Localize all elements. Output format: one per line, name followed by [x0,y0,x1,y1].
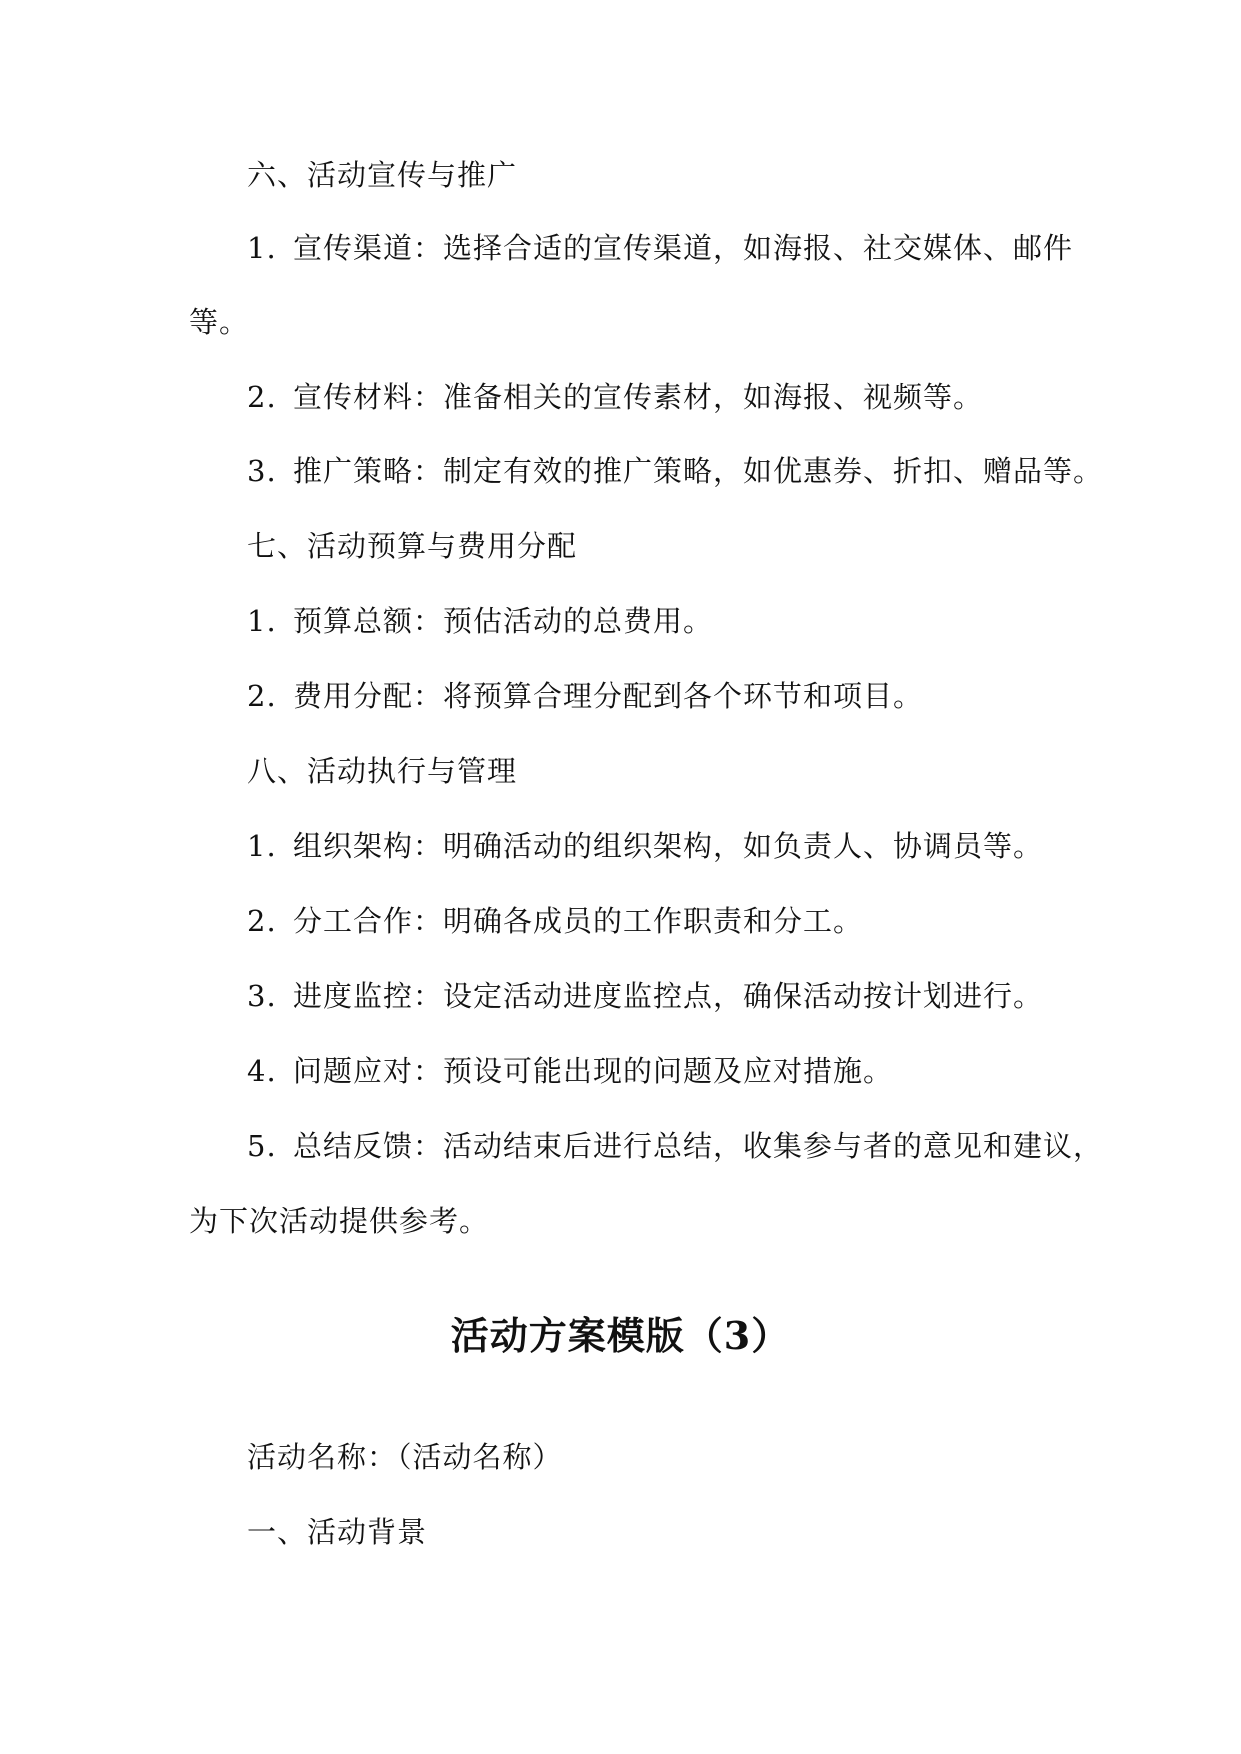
activity-name-line: 活动名称：（活动名称） [247,1440,563,1474]
item-number: 2. [247,679,277,713]
list-item [247,826,1127,866]
section1-heading: 一、活动背景 [247,1515,428,1549]
list-item [247,1126,1127,1166]
list-item [247,228,1127,268]
item-number: 1. [247,231,277,265]
item-text: 宣传渠道：选择合适的宣传渠道，如海报、社交媒体、邮件 [293,231,1074,265]
item-text: 总结反馈：活动结束后进行总结，收集参与者的意见和建议， [293,1129,1104,1163]
item-number: 5. [247,1129,277,1163]
item-continuation: 为下次活动提供参考。 [189,1204,490,1238]
item-number: 2. [247,380,277,414]
item-text: 推广策略：制定有效的推广策略，如优惠券、折扣、赠品等。 [293,454,1104,488]
item-number: 4. [247,1054,277,1088]
item-number: 1. [247,829,277,863]
item-continuation: 等。 [189,305,250,339]
list-item [247,451,1127,491]
list-item [247,901,1127,941]
section6-heading: 六、活动宣传与推广 [247,158,518,192]
section8-heading: 八、活动执行与管理 [247,754,518,788]
list-item [247,377,1127,417]
item-number: 3. [247,979,277,1013]
item-text: 预算总额：预估活动的总费用。 [293,604,714,638]
list-item [247,976,1127,1016]
section7-heading: 七、活动预算与费用分配 [247,529,578,563]
item-number: 1. [247,604,277,638]
item-number: 2. [247,904,277,938]
item-text: 宣传材料：准备相关的宣传素材，如海报、视频等。 [293,380,984,414]
template-title: 活动方案模版（3） [450,1313,791,1358]
item-text: 进度监控：设定活动进度监控点，确保活动按计划进行。 [293,979,1044,1013]
list-item [247,1051,1127,1091]
item-text: 问题应对：预设可能出现的问题及应对措施。 [293,1054,894,1088]
list-item [247,676,1127,716]
item-number: 3. [247,454,277,488]
item-text: 费用分配：将预算合理分配到各个环节和项目。 [293,679,924,713]
item-text: 分工合作：明确各成员的工作职责和分工。 [293,904,864,938]
list-item [247,601,1127,641]
item-text: 组织架构：明确活动的组织架构，如负责人、协调员等。 [293,829,1044,863]
